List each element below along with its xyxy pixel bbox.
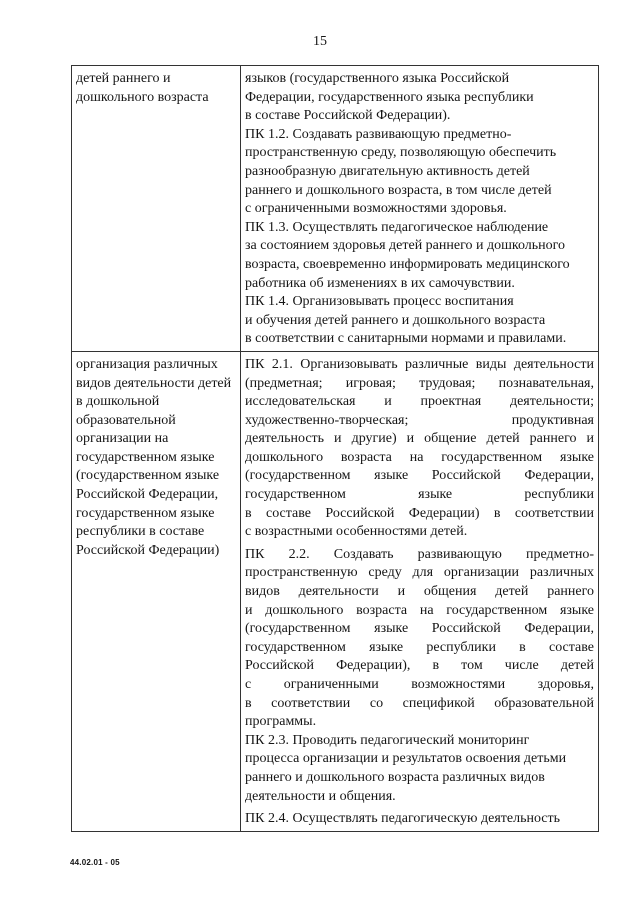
text-line: с ограниченными возможностями здоровья.	[245, 201, 507, 217]
competencies-table	[71, 65, 599, 832]
activity-line: Российской Федерации,	[76, 487, 219, 503]
activity-type-cell	[72, 351, 241, 831]
competency-paragraph	[245, 70, 594, 126]
competency-paragraph	[245, 810, 594, 829]
text-line: дошкольного возраста на государственном языке	[245, 449, 594, 465]
table-row	[72, 351, 599, 831]
text-line: государственном языке республики в составе	[245, 639, 594, 655]
competency-paragraph	[245, 293, 594, 349]
text-line: программы.	[245, 714, 317, 730]
text-line: видов деятельности и общения детей раннего	[245, 584, 594, 600]
text-line: (государственном языке Российской Федерации,	[245, 621, 594, 637]
text-line: ПК 1.4. Организовывать процесс воспитания	[245, 294, 514, 310]
competency-paragraph	[245, 732, 594, 806]
competency-paragraph	[245, 126, 594, 219]
activity-line: республики в составе	[76, 524, 205, 540]
activity-line: государственном языке	[76, 449, 215, 465]
text-line: в составе Российской Федерации) в соответствии	[245, 505, 594, 521]
activity-line: Российской Федерации)	[76, 542, 220, 558]
text-line: в составе Российской Федерации).	[245, 108, 451, 124]
text-line: в соответствии со спецификой образовательной	[245, 695, 594, 711]
text-line: пространственную среду для организации различных	[245, 565, 594, 581]
activity-line: организации на	[76, 431, 169, 447]
text-line: ПК 2.4. Осуществлять педагогическую деятельность	[245, 811, 561, 827]
text-line: с ограниченными возможностями здоровья,	[245, 677, 594, 692]
competency-paragraph	[245, 219, 594, 293]
text-line: ПК 1.2. Создавать развивающую предметно-	[245, 126, 512, 142]
document-code: 44.02.01 - 05	[70, 858, 120, 867]
text-line: языков (государственного языка Российской	[245, 71, 510, 86]
text-line: ПК 2.1. Организовывать различные виды деятельности	[245, 356, 594, 372]
activity-line: дошкольного возраста	[76, 89, 209, 105]
text-line: (предметная; игровая; трудовая; познавательная,	[245, 375, 594, 391]
text-line: художественно-творческая; продуктивная	[245, 412, 594, 428]
text-line: деятельность и другие) и общение детей раннего и	[245, 431, 594, 447]
text-line: возраста, своевременно информировать медицинского	[245, 256, 570, 272]
activity-line: (государственном языке	[76, 468, 220, 484]
table-row	[72, 66, 599, 352]
text-line: за состоянием здоровья детей раннего и дошкольного	[245, 238, 566, 254]
activity-line: видов деятельности детей	[76, 375, 232, 391]
text-line: исследовательская и проектная деятельности;	[245, 394, 594, 410]
competency-paragraph	[245, 356, 594, 542]
text-line: и обучения детей раннего и дошкольного возраста	[245, 312, 546, 328]
activity-line: детей раннего и	[76, 71, 171, 86]
text-line: и дошкольного возраста на государственном языке	[245, 602, 594, 618]
text-line: Федерации, государственного языка республики	[245, 89, 534, 105]
text-line: пространственную среду, позволяющую обеспечить	[245, 145, 557, 161]
text-line: с возрастными особенностями детей.	[245, 524, 468, 540]
competencies-cell	[241, 351, 599, 831]
activity-line: государственном языке	[76, 505, 215, 521]
text-line: (государственном языке Российской Федерации,	[245, 468, 594, 484]
text-line: государственном языке республики	[245, 487, 594, 503]
text-line: ПК 2.2. Создавать развивающую предметно-	[245, 546, 594, 562]
text-line: работника об изменениях в их самочувствии.	[245, 275, 515, 291]
text-line: ПК 1.3. Осуществлять педагогическое наблюдение	[245, 219, 549, 235]
activity-line: образовательной	[76, 412, 176, 428]
text-line: разнообразную двигательную активность детей	[245, 163, 530, 179]
text-line: в соответствии с санитарными нормами и правилами.	[245, 331, 567, 347]
text-line: деятельности и общения.	[245, 788, 396, 804]
activity-type-cell	[72, 66, 241, 352]
activity-line: в дошкольной	[76, 394, 160, 410]
text-line: раннего и дошкольного возраста, в том числе детей	[245, 182, 552, 198]
page-number: 15	[313, 34, 327, 49]
text-line: процесса организации и результатов освоения детьми	[245, 751, 567, 767]
text-line: ПК 2.3. Проводить педагогический мониторинг	[245, 732, 530, 748]
activity-line: организация различных	[76, 356, 218, 372]
text-line: раннего и дошкольного возраста различных видов	[245, 769, 545, 785]
text-line: Российской Федерации), в том числе детей	[245, 658, 594, 674]
competency-paragraph	[245, 546, 594, 732]
competencies-cell	[241, 66, 599, 352]
